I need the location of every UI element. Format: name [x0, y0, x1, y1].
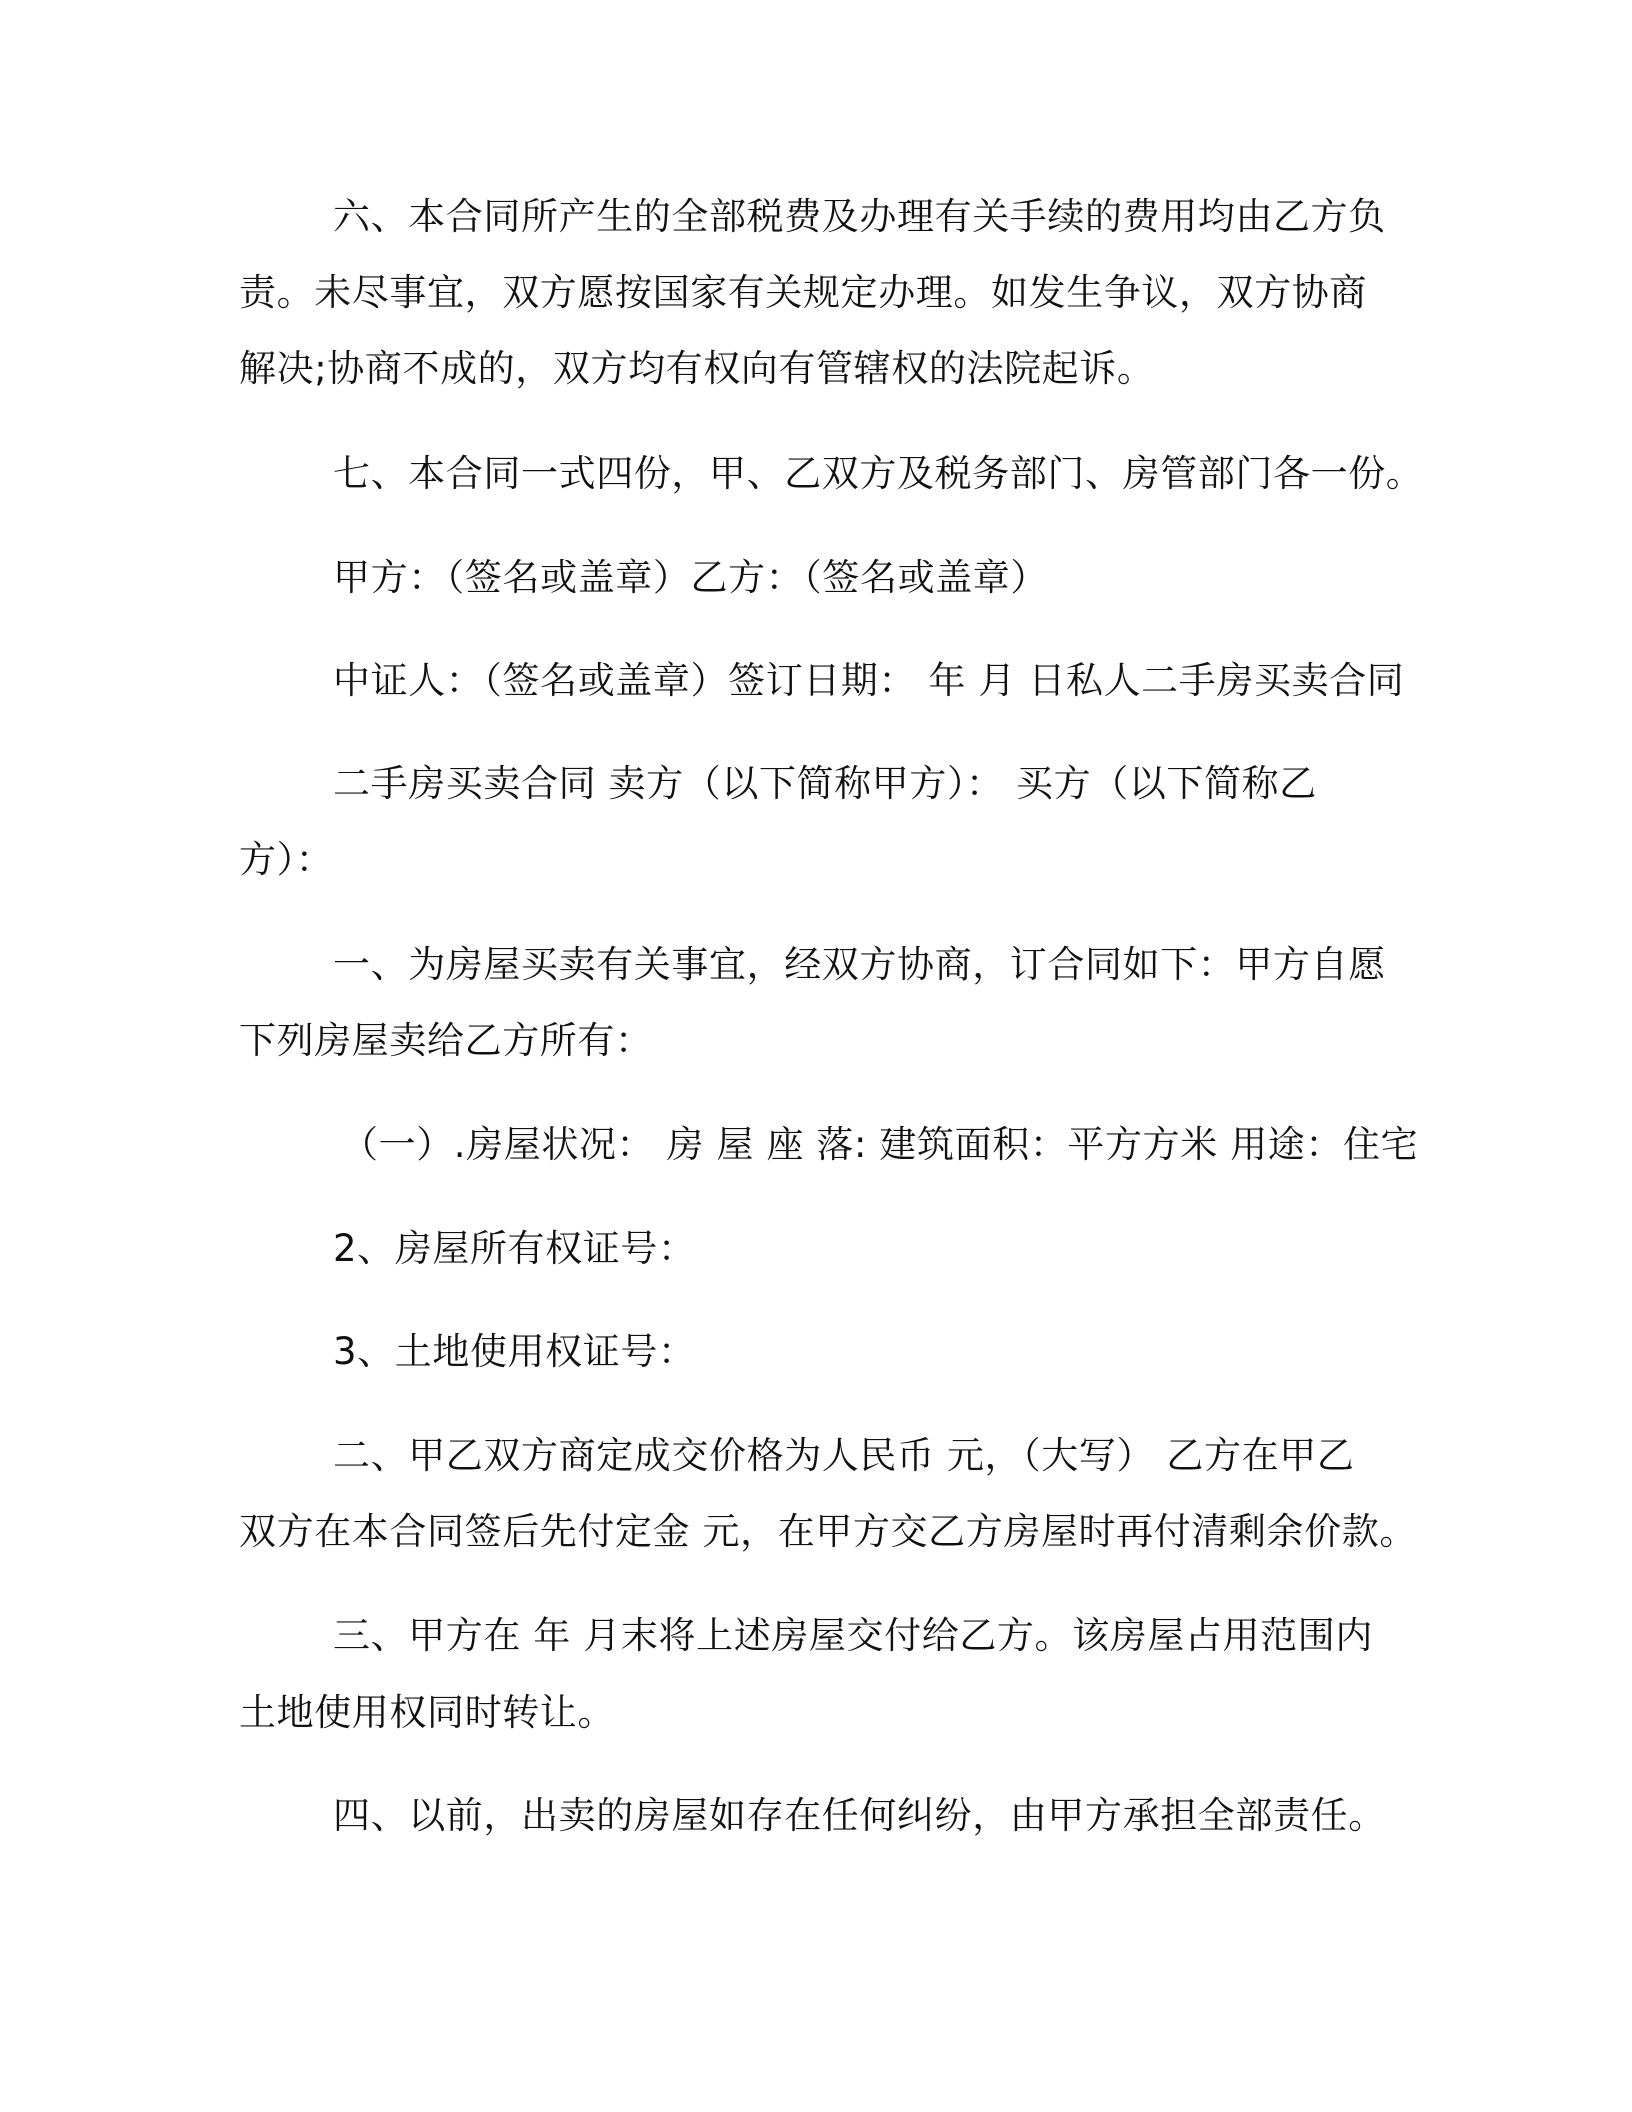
clause-two-line-1: 二、甲乙双方商定成交价格为人民币 元，（大写） 乙方在甲乙 [333, 1434, 1355, 1477]
land-use-certificate-line: 3、土地使用权证号： [333, 1330, 696, 1373]
signature-party-a-line: 甲方：（签名或盖章）乙方：（签名或盖章） [333, 556, 1048, 599]
property-status-line: （一）.房屋状况： 房 屋 座 落: 建筑面积：平方方米 用途：住宅 [341, 1123, 1419, 1166]
contract-header-line-1: 二手房买卖合同 卖方（以下简称甲方）： 买方（以下简称乙 [333, 762, 1317, 805]
clause-two-line-2: 双方在本合同签后先付定金 元，在甲方交乙方房屋时再付清剩余价款。 [239, 1510, 1417, 1553]
clause-one-line-2: 下列房屋卖给乙方所有： [239, 1019, 653, 1062]
ownership-certificate-line: 2、房屋所有权证号： [333, 1227, 696, 1270]
clause-three-line-1: 三、甲方在 年 月末将上述房屋交付给乙方。该房屋占用范围内 [333, 1614, 1373, 1657]
paragraph-six-line-3: 解决;协商不成的，双方均有权向有管辖权的法院起诉。 [239, 347, 1155, 390]
clause-four-line-1: 四、以前，出卖的房屋如存在任何纠纷，由甲方承担全部责任。 [333, 1794, 1386, 1837]
contract-header-line-2: 方）： [239, 838, 334, 881]
paragraph-seven-line-1: 七、本合同一式四份，甲、乙双方及税务部门、房管部门各一份。 [333, 452, 1424, 495]
witness-date-line: 中证人：（签名或盖章）签订日期： 年 月 日私人二手房买卖合同 [333, 659, 1405, 702]
paragraph-six-line-1: 六、本合同所产生的全部税费及办理有关手续的费用均由乙方负 [333, 195, 1386, 238]
clause-three-line-2: 土地使用权同时转让。 [239, 1691, 615, 1734]
paragraph-six-line-2: 责。未尽事宜，双方愿按国家有关规定办理。如发生争议，双方协商 [239, 271, 1367, 314]
clause-one-line-1: 一、为房屋买卖有关事宜，经双方协商，订合同如下：甲方自愿 [333, 943, 1386, 986]
